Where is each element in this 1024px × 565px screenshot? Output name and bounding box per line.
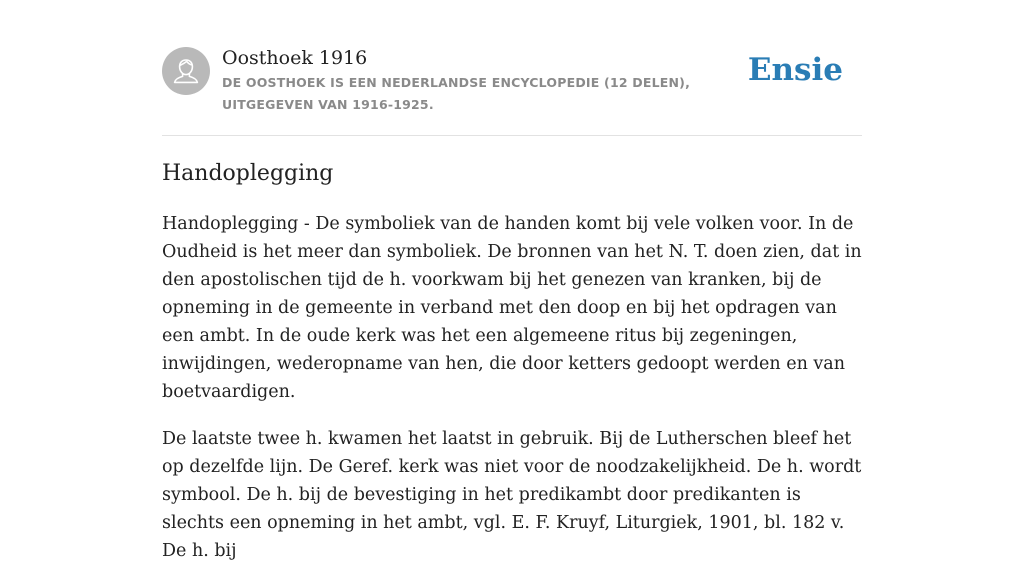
source-name[interactable]: Oosthoek 1916 xyxy=(222,47,368,69)
brand-logo[interactable]: Ensie xyxy=(747,52,843,88)
source-description: DE OOSTHOEK IS EEN NEDERLANDSE ENCYCLOPEDIE (12 DELEN), UITGEGEVEN VAN 1916-1925. xyxy=(222,75,691,112)
article-title: Handoplegging xyxy=(162,161,334,186)
user-icon xyxy=(162,47,210,95)
article xyxy=(162,156,862,565)
article-paragraph-2: De laatste twee h. kwamen het laatst in gebruik. Bij de Lutherschen bleef het op dezelfde lijn. De Geref. kerk was niet voor de noodzakelijkheid. De h. wordt symbool. De h. bij de bevestiging in het predikambt door predikanten is slechts een opneming in het ambt, vgl. E. F. Kruyf, Liturgiek, 1901, bl. 182 v. De h. bij xyxy=(162,429,862,561)
article-paragraph-1: Handoplegging - De symboliek van de handen komt bij vele volken voor. In de Oudheid is het meer dan symboliek. De bronnen van het N. T. doen zien, dat in den apostolischen tijd de h. voorkwam bij het genezen van kranken, bij de opneming in de gemeente in verband met den doop en bij het opdragen van een ambt. In de oude kerk was het een algemeene ritus bij zegeningen, inwijdingen, wederopname van hen, die door ketters gedoopt werden en van boetvaardigen. xyxy=(162,214,862,402)
source-header xyxy=(162,46,862,116)
header-divider xyxy=(162,135,862,136)
source-avatar[interactable] xyxy=(162,47,210,95)
